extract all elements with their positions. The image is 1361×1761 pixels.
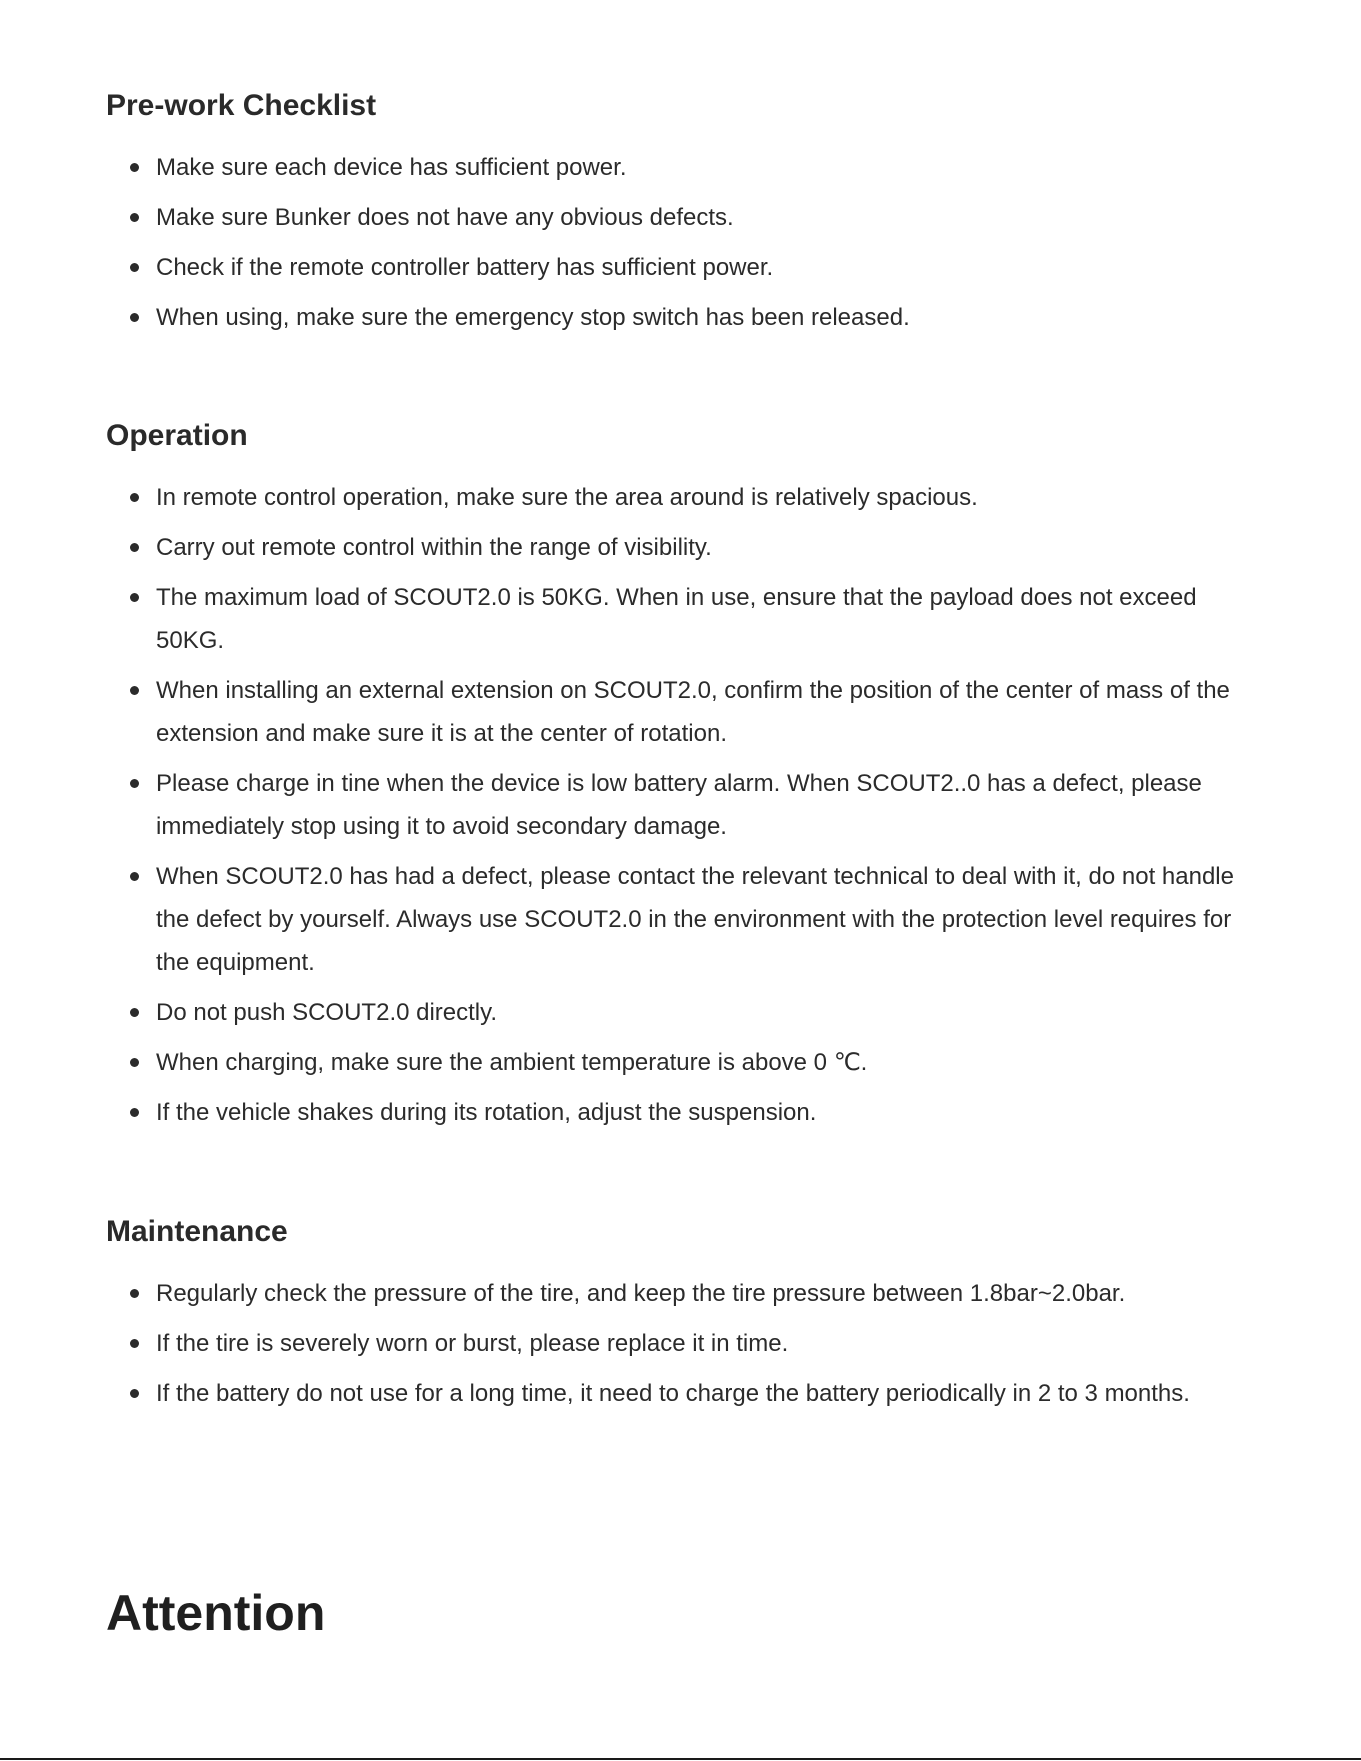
prework-checklist-heading: Pre-work Checklist (106, 89, 377, 122)
bullet-icon (130, 163, 139, 172)
bullet-icon (130, 1289, 139, 1298)
list-item-text: Please charge in tine when the device is low battery alarm. When SCOUT2..0 has a defect, please immediately stop using it to avoid secondary damage. (156, 770, 1202, 840)
operation-section (106, 418, 1246, 1141)
maintenance-list (106, 1272, 1246, 1415)
list-item (106, 246, 1246, 289)
prework-checklist-list (106, 146, 1246, 339)
list-item (106, 762, 1246, 848)
bullet-icon (130, 686, 139, 695)
footer-divider (0, 1758, 1361, 1760)
list-item-text: Check if the remote controller battery has sufficient power. (156, 254, 774, 281)
list-item (106, 296, 1246, 339)
list-item-text: If the battery do not use for a long time, it need to charge the battery periodically in 2 to 3 months. (156, 1380, 1190, 1407)
bullet-icon (130, 1008, 139, 1017)
list-item (106, 1041, 1246, 1084)
bullet-icon (130, 872, 139, 881)
bullet-icon (130, 1058, 139, 1067)
list-item (106, 991, 1246, 1034)
list-item (106, 146, 1246, 189)
list-item-text: Carry out remote control within the range of visibility. (156, 534, 712, 561)
bullet-icon (130, 1389, 139, 1398)
list-item-text: When installing an external extension on SCOUT2.0, confirm the position of the center of mass of the extension and make sure it is at the center of rotation. (156, 677, 1230, 747)
list-item (106, 1272, 1246, 1315)
list-item-text: Make sure Bunker does not have any obvious defects. (156, 204, 734, 231)
list-item-text: The maximum load of SCOUT2.0 is 50KG. When in use, ensure that the payload does not exceed 50KG. (156, 584, 1197, 654)
bullet-icon (130, 213, 139, 222)
bullet-icon (130, 263, 139, 272)
list-item-text: In remote control operation, make sure the area around is relatively spacious. (156, 484, 978, 511)
list-item (106, 1372, 1246, 1415)
list-item-text: Make sure each device has sufficient power. (156, 154, 627, 181)
attention-heading: Attention (106, 1585, 326, 1641)
list-item-text: If the tire is severely worn or burst, please replace it in time. (156, 1330, 789, 1357)
list-item (106, 476, 1246, 519)
bullet-icon (130, 543, 139, 552)
list-item-text: When using, make sure the emergency stop switch has been released. (156, 304, 910, 331)
operation-heading: Operation (106, 419, 248, 452)
list-item (106, 576, 1246, 662)
list-item-text: Regularly check the pressure of the tire, and keep the tire pressure between 1.8bar~2.0bar. (156, 1280, 1126, 1307)
maintenance-section (106, 1214, 1246, 1422)
bullet-icon (130, 1339, 139, 1348)
bullet-icon (130, 493, 139, 502)
bullet-icon (130, 1108, 139, 1117)
prework-checklist-section (106, 88, 1246, 346)
bullet-icon (130, 779, 139, 788)
maintenance-heading: Maintenance (106, 1215, 288, 1248)
bullet-icon (130, 593, 139, 602)
list-item-text: When SCOUT2.0 has had a defect, please contact the relevant technical to deal with it, do not handle the defect by yourself. Always use SCOUT2.0 in the environment with the protection level requires for the equipment. (156, 863, 1234, 976)
list-item-text: If the vehicle shakes during its rotation, adjust the suspension. (156, 1099, 817, 1126)
list-item (106, 196, 1246, 239)
list-item (106, 855, 1246, 984)
list-item (106, 1322, 1246, 1365)
bullet-icon (130, 313, 139, 322)
list-item (106, 526, 1246, 569)
list-item-text: Do not push SCOUT2.0 directly. (156, 999, 498, 1026)
list-item (106, 669, 1246, 755)
list-item (106, 1091, 1246, 1134)
list-item-text: When charging, make sure the ambient temperature is above 0 ℃. (156, 1049, 868, 1076)
operation-list (106, 476, 1246, 1134)
